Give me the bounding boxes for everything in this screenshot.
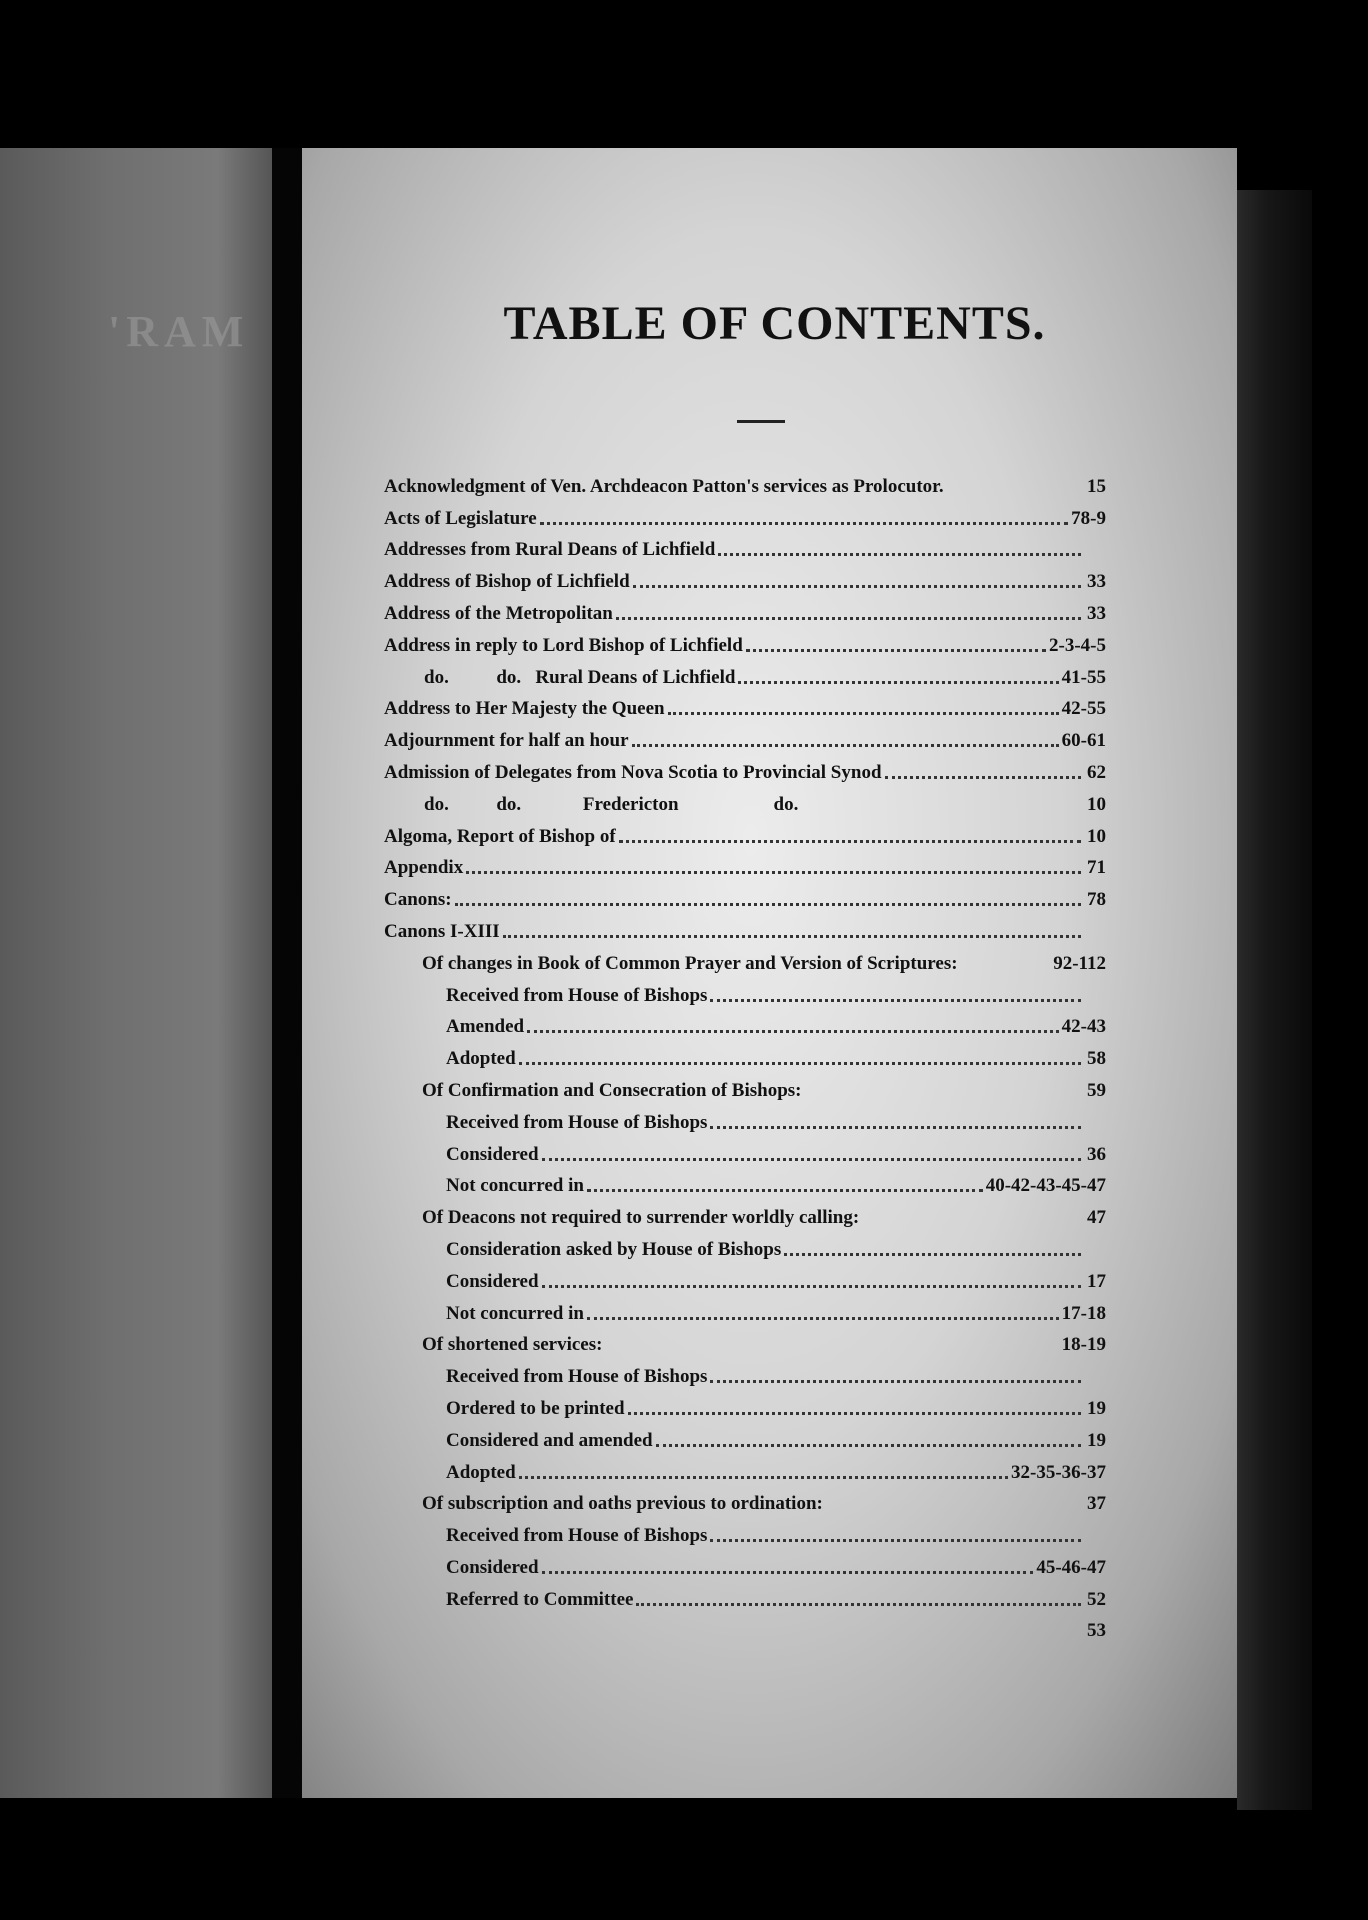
toc-entry (384, 1261, 1106, 1293)
toc-entry (384, 1197, 1106, 1229)
toc-leader-dots (710, 1539, 1081, 1542)
toc-entry-page: 53 (1087, 1620, 1106, 1642)
toc-entry (384, 1579, 1106, 1611)
toc-entry (384, 816, 1106, 848)
toc-entry-label: do. do. Rural Deans of Lichfield (424, 666, 736, 688)
toc-entry (384, 1356, 1106, 1388)
toc-entry (384, 1102, 1106, 1134)
contents-page (302, 148, 1237, 1798)
toc-entry-page: 45-46-47 (1036, 1556, 1106, 1578)
toc-entry-label: Consideration asked by House of Bishops (446, 1238, 782, 1260)
toc-entry-page: 59 (1087, 1079, 1106, 1101)
toc-entry-page: 71 (1087, 857, 1106, 879)
toc-entry (384, 720, 1106, 752)
toc-entry-page: 2-3-4-5 (1049, 634, 1106, 656)
book-gutter (272, 148, 302, 1798)
toc-entry (384, 593, 1106, 625)
toc-leader-dots (628, 1412, 1081, 1415)
toc-entry-label: Of Deacons not required to surrender worldly calling: (422, 1207, 860, 1229)
toc-leader-dots (668, 712, 1059, 715)
toc-leader-dots (455, 903, 1081, 906)
toc-entry (384, 1388, 1106, 1420)
toc-entry (384, 752, 1106, 784)
toc-entry-label: Referred to Committee (446, 1588, 634, 1610)
toc-entry-label: Received from House of Bishops (446, 1525, 708, 1547)
toc-entry-page: 10 (1087, 825, 1106, 847)
toc-entry-page: 60-61 (1061, 730, 1106, 752)
toc-entry-label: Of changes in Book of Common Prayer and Version of Scriptures: (422, 952, 958, 974)
toc-leader-dots (466, 871, 1081, 874)
toc-entry (384, 1070, 1106, 1102)
toc-entry (384, 848, 1106, 880)
toc-entry-label: Not concurred in (446, 1302, 584, 1324)
toc-entry-label: Acts of Legislature (384, 507, 537, 529)
toc-entry-page: 41-55 (1061, 666, 1106, 688)
toc-entry-page: 47 (1087, 1207, 1106, 1229)
toc-entry-page: 78 (1087, 889, 1106, 911)
toc-entry-page: 33 (1087, 571, 1106, 593)
toc-entry (384, 1484, 1106, 1516)
toc-entry-label: Ordered to be printed (446, 1397, 625, 1419)
toc-leader-dots (738, 681, 1058, 684)
toc-entry-label: Canons: (384, 889, 452, 911)
toc-entry (384, 498, 1106, 530)
toc-entry-page: 19 (1087, 1397, 1106, 1419)
toc-entry-label: Appendix (384, 857, 464, 879)
toc-leader-dots (519, 1062, 1081, 1065)
toc-entry-page: 42-43 (1061, 1016, 1106, 1038)
toc-leader-dots (616, 617, 1081, 620)
toc-leader-dots (542, 1571, 1034, 1574)
toc-entry-label: Not concurred in (446, 1175, 584, 1197)
toc-entry (384, 1007, 1106, 1039)
toc-leader-dots (633, 585, 1081, 588)
toc-entry-label: Of Confirmation and Consecration of Bishops: (422, 1079, 802, 1101)
toc-entry-label: Admission of Delegates from Nova Scotia to Provincial Synod (384, 761, 882, 783)
toc-entry-label: Acknowledgment of Ven. Archdeacon Patton's services as Prolocutor. (384, 475, 944, 497)
toc-entry-label: Address in reply to Lord Bishop of Lichfield (384, 634, 743, 656)
toc-entry (384, 657, 1106, 689)
toc-entry-page: 37 (1087, 1493, 1106, 1515)
toc-leader-dots (519, 1476, 1008, 1479)
toc-entry-page: 15 (1087, 475, 1106, 497)
toc-entry-page: 78-9 (1071, 507, 1106, 529)
toc-entry (384, 561, 1106, 593)
toc-leader-dots (540, 522, 1068, 525)
toc-entry (384, 1166, 1106, 1198)
toc-leader-dots (503, 935, 1081, 938)
toc-entry-label: Adjournment for half an hour (384, 730, 629, 752)
toc-entry (384, 1134, 1106, 1166)
toc-entry-page: 32-35-36-37 (1011, 1461, 1106, 1483)
left-page-faded-text: 'RAM (108, 307, 250, 356)
toc-entry-label: Received from House of Bishops (446, 1111, 708, 1133)
toc-entry (384, 1293, 1106, 1325)
toc-entry-label: Received from House of Bishops (446, 1366, 708, 1388)
toc-leader-dots (542, 1285, 1081, 1288)
toc-leader-dots (587, 1189, 983, 1192)
toc-leader-dots (885, 776, 1081, 779)
toc-entry-label: Amended (446, 1016, 525, 1038)
toc-entry-label: Address of Bishop of Lichfield (384, 571, 630, 593)
toc-entry-page: 18-19 (1061, 1334, 1106, 1356)
toc-list (384, 466, 1106, 1642)
toc-leader-dots (632, 744, 1059, 747)
toc-entry-page: 40-42-43-45-47 (985, 1175, 1106, 1197)
toc-entry-page: 62 (1087, 761, 1106, 783)
toc-entry (384, 975, 1106, 1007)
toc-entry (384, 943, 1106, 975)
left-page (0, 148, 272, 1798)
toc-entry (384, 689, 1106, 721)
toc-entry-label: Of subscription and oaths previous to ordination: (422, 1493, 823, 1515)
toc-leader-dots (710, 1380, 1081, 1383)
toc-entry-page: 17-18 (1061, 1302, 1106, 1324)
toc-entry-label: Adopted (446, 1461, 516, 1483)
toc-entry (384, 784, 1106, 816)
toc-entry (384, 1229, 1106, 1261)
toc-leader-dots (542, 1158, 1081, 1161)
toc-leader-dots (710, 1126, 1081, 1129)
toc-entry-label: Considered (446, 1270, 539, 1292)
toc-leader-dots (710, 999, 1081, 1002)
toc-entry-label: Algoma, Report of Bishop of (384, 825, 616, 847)
toc-entry (384, 1038, 1106, 1070)
toc-entry-label: Address to Her Majesty the Queen (384, 698, 665, 720)
toc-entry-label: do. do. Fredericton do. (424, 793, 799, 815)
toc-entry-page: 92-112 (1053, 952, 1106, 974)
toc-entry (384, 466, 1106, 498)
toc-entry-page: 52 (1087, 1588, 1106, 1610)
toc-entry (384, 1611, 1106, 1643)
toc-entry-page: 42-55 (1061, 698, 1106, 720)
title-rule (737, 420, 785, 423)
toc-entry (384, 911, 1106, 943)
toc-entry-label: Adopted (446, 1048, 516, 1070)
toc-entry-page: 17 (1087, 1270, 1106, 1292)
toc-entry-page: 58 (1087, 1048, 1106, 1070)
toc-entry-page: 10 (1087, 793, 1106, 815)
toc-leader-dots (527, 1030, 1059, 1033)
toc-entry (384, 1515, 1106, 1547)
toc-entry (384, 1547, 1106, 1579)
toc-leader-dots (784, 1253, 1081, 1256)
toc-leader-dots (587, 1317, 1059, 1320)
toc-leader-dots (718, 553, 1081, 556)
toc-entry-label: Canons I-XIII (384, 920, 500, 942)
toc-entry-page: 36 (1087, 1143, 1106, 1165)
toc-entry-label: Considered and amended (446, 1429, 653, 1451)
page-title: TABLE OF CONTENTS. (503, 297, 1046, 350)
toc-entry-label: Considered (446, 1143, 539, 1165)
toc-entry (384, 530, 1106, 562)
page-edge-shadow (1237, 190, 1312, 1810)
toc-entry-page: 19 (1087, 1429, 1106, 1451)
toc-entry (384, 625, 1106, 657)
toc-entry-label: Addresses from Rural Deans of Lichfield (384, 539, 716, 561)
toc-entry-label: Considered (446, 1556, 539, 1578)
toc-entry-label: Received from House of Bishops (446, 984, 708, 1006)
toc-leader-dots (636, 1603, 1081, 1606)
toc-leader-dots (746, 649, 1046, 652)
toc-entry-label: Address of the Metropolitan (384, 602, 613, 624)
toc-leader-dots (656, 1444, 1081, 1447)
toc-entry-label: Of shortened services: (422, 1334, 603, 1356)
toc-entry-page: 33 (1087, 602, 1106, 624)
toc-entry (384, 1420, 1106, 1452)
toc-entry (384, 1325, 1106, 1357)
toc-leader-dots (619, 840, 1081, 843)
toc-entry (384, 1452, 1106, 1484)
toc-entry (384, 879, 1106, 911)
